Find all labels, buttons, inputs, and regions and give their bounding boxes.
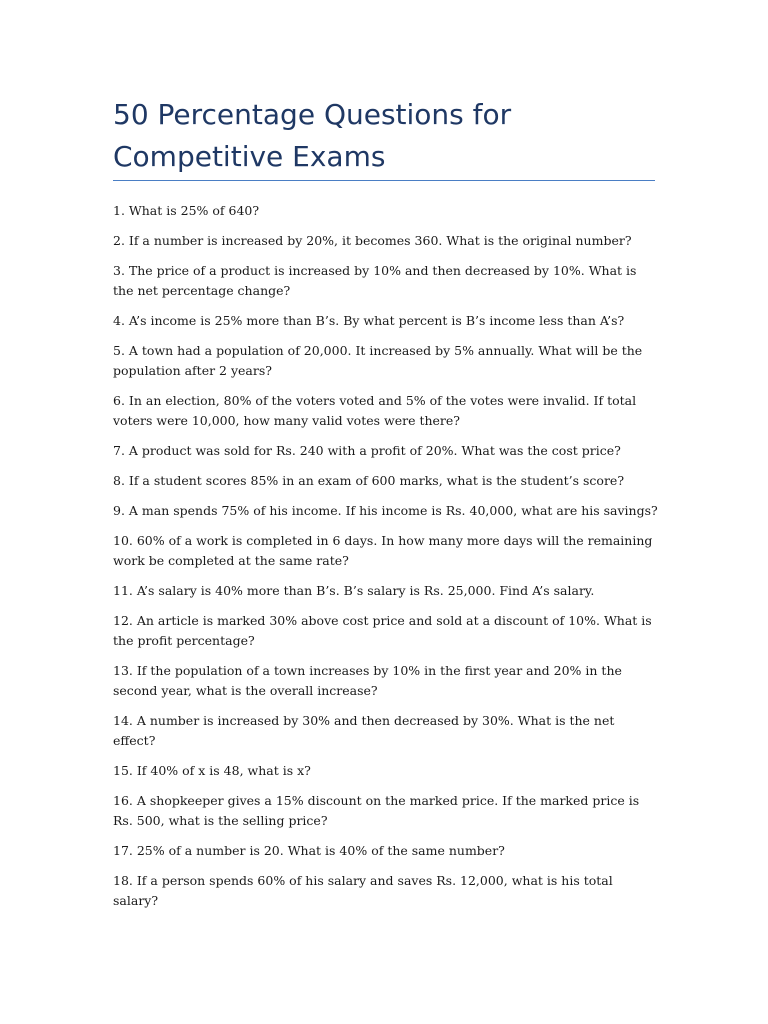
question-item: 18. If a person spends 60% of his salary and saves Rs. 12,000, what is his total salary? (113, 873, 613, 908)
question-item: 17. 25% of a number is 20. What is 40% of the same number? (113, 843, 505, 858)
question-item: 15. If 40% of x is 48, what is x? (113, 763, 311, 778)
title-underline (113, 180, 655, 181)
question-item: 3. The price of a product is increased by 10% and then decreased by 10%. What is the net percentage change? (113, 263, 637, 298)
question-item: 5. A town had a population of 20,000. It increased by 5% annually. What will be the population after 2 years? (113, 343, 643, 378)
question-item: 11. A’s salary is 40% more than B’s. B’s salary is Rs. 25,000. Find A’s salary. (113, 583, 595, 598)
question-item: 7. A product was sold for Rs. 240 with a profit of 20%. What was the cost price? (113, 443, 621, 458)
question-item: 9. A man spends 75% of his income. If his income is Rs. 40,000, what are his savings? (113, 503, 658, 518)
question-item: 13. If the population of a town increases by 10% in the first year and 20% in the second year, what is the overall increase? (113, 663, 622, 698)
question-list (113, 201, 658, 921)
question-item: 8. If a student scores 85% in an exam of 600 marks, what is the student’s score? (113, 473, 625, 488)
question-item: 10. 60% of a work is completed in 6 days. In how many more days will the remaining work be completed at the same rate? (113, 533, 653, 568)
question-item: 4. A’s income is 25% more than B’s. By what percent is B’s income less than A’s? (113, 313, 625, 328)
document-title: 50 Percentage Questions for Competitive Exams (113, 98, 512, 173)
question-item: 16. A shopkeeper gives a 15% discount on the marked price. If the marked price is Rs. 500, what is the selling price? (113, 793, 640, 828)
question-item: 14. A number is increased by 30% and then decreased by 30%. What is the net effect? (113, 713, 615, 748)
question-item: 2. If a number is increased by 20%, it becomes 360. What is the original number? (113, 233, 632, 248)
question-item: 1. What is 25% of 640? (113, 203, 260, 218)
title-block (113, 94, 658, 178)
question-item: 6. In an election, 80% of the voters voted and 5% of the votes were invalid. If total voters were 10,000, how many valid votes were there? (113, 393, 637, 428)
question-item: 12. An article is marked 30% above cost price and sold at a discount of 10%. What is the profit percentage? (113, 613, 652, 648)
